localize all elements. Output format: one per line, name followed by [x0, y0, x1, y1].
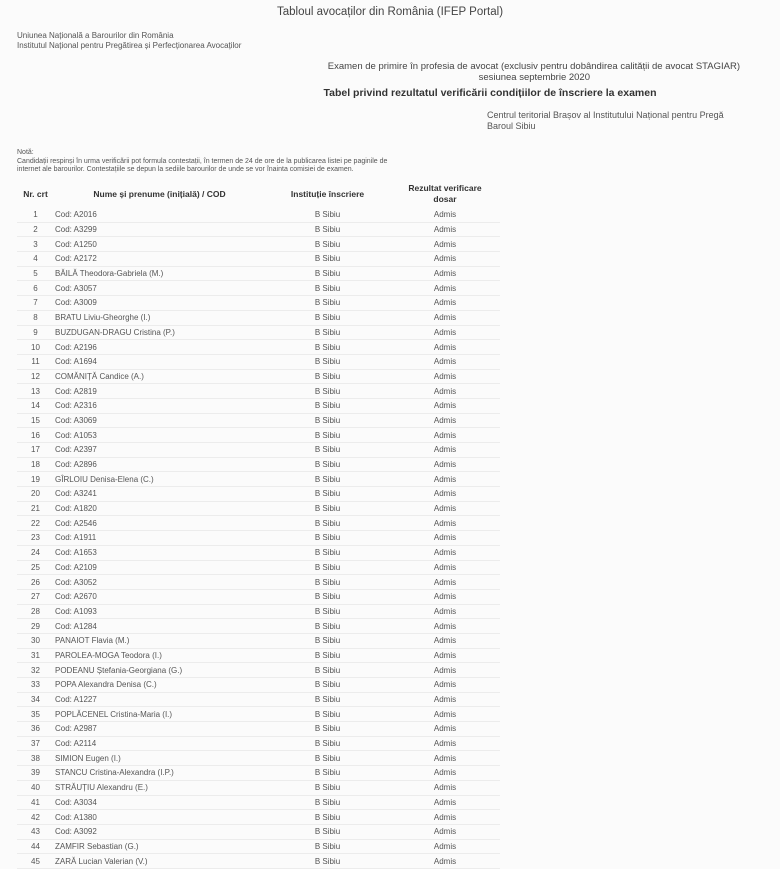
- cell-name: POPLĂCENEL Cristina-Maria (I.): [54, 707, 265, 722]
- table-row: [17, 854, 500, 869]
- cell-nr: 25: [17, 560, 54, 575]
- table-row: [17, 604, 500, 619]
- table-row: [17, 325, 500, 340]
- cell-nr: 20: [17, 487, 54, 502]
- table-row: [17, 722, 500, 737]
- table-row: [17, 531, 500, 546]
- cell-result: Admis: [390, 398, 500, 413]
- table-row: [17, 751, 500, 766]
- cell-result: Admis: [390, 325, 500, 340]
- table-row: [17, 501, 500, 516]
- table-row: [17, 589, 500, 604]
- cell-institution: B Sibiu: [265, 281, 390, 296]
- cell-nr: 36: [17, 722, 54, 737]
- cell-institution: B Sibiu: [265, 472, 390, 487]
- cell-result: Admis: [390, 208, 500, 222]
- cell-name: Cod: A1653: [54, 545, 265, 560]
- cell-nr: 3: [17, 237, 54, 252]
- table-row: [17, 575, 500, 590]
- cell-nr: 42: [17, 810, 54, 825]
- cell-institution: B Sibiu: [265, 839, 390, 854]
- cell-nr: 21: [17, 501, 54, 516]
- cell-institution: B Sibiu: [265, 457, 390, 472]
- table-row: [17, 296, 500, 311]
- cell-institution: B Sibiu: [265, 678, 390, 693]
- cell-institution: B Sibiu: [265, 575, 390, 590]
- cell-name: BRATU Liviu-Gheorghe (I.): [54, 310, 265, 325]
- cell-institution: B Sibiu: [265, 810, 390, 825]
- table-row: [17, 619, 500, 634]
- cell-name: Cod: A3241: [54, 487, 265, 502]
- exam-info: [230, 61, 740, 83]
- cell-nr: 31: [17, 648, 54, 663]
- cell-result: Admis: [390, 780, 500, 795]
- cell-result: Admis: [390, 854, 500, 869]
- cell-result: Admis: [390, 736, 500, 751]
- organization-line-1: Uniunea Națională a Barourilor din România: [17, 31, 174, 40]
- table-row: [17, 824, 500, 839]
- cell-result: Admis: [390, 619, 500, 634]
- cell-nr: 30: [17, 633, 54, 648]
- cell-name: Cod: A2987: [54, 722, 265, 737]
- note-line-2: internet ale barourilor. Contestațiile se depun la sediile barourilor de unde se vor înainta comisiei de examen.: [17, 166, 354, 174]
- cell-result: Admis: [390, 310, 500, 325]
- organization-line-2: Institutul Național pentru Pregătirea și Perfecționarea Avocaților: [17, 41, 242, 50]
- cell-nr: 11: [17, 354, 54, 369]
- cell-name: Cod: A3057: [54, 281, 265, 296]
- cell-result: Admis: [390, 457, 500, 472]
- table-row: [17, 795, 500, 810]
- cell-nr: 33: [17, 678, 54, 693]
- cell-nr: 39: [17, 766, 54, 781]
- cell-nr: 41: [17, 795, 54, 810]
- table-row: [17, 369, 500, 384]
- cell-nr: 19: [17, 472, 54, 487]
- cell-result: Admis: [390, 560, 500, 575]
- cell-result: Admis: [390, 516, 500, 531]
- cell-result: Admis: [390, 413, 500, 428]
- note-block: [17, 149, 387, 175]
- cell-institution: B Sibiu: [265, 222, 390, 237]
- exam-line-1: Examen de primire în profesia de avocat (exclusiv pentru dobândirea calității de avocat STAGIAR): [327, 61, 740, 72]
- table-row: [17, 516, 500, 531]
- cell-institution: B Sibiu: [265, 633, 390, 648]
- cell-nr: 44: [17, 839, 54, 854]
- cell-name: Cod: A3069: [54, 413, 265, 428]
- cell-name: ZARĂ Lucian Valerian (V.): [54, 854, 265, 869]
- cell-result: Admis: [390, 707, 500, 722]
- cell-result: Admis: [390, 384, 500, 399]
- cell-result: Admis: [390, 604, 500, 619]
- cell-nr: 40: [17, 780, 54, 795]
- cell-institution: B Sibiu: [265, 428, 390, 443]
- table-row: [17, 472, 500, 487]
- table-row: [17, 810, 500, 825]
- table-row: [17, 780, 500, 795]
- cell-name: Cod: A1694: [54, 354, 265, 369]
- cell-result: Admis: [390, 824, 500, 839]
- cell-result: Admis: [390, 810, 500, 825]
- table-row: [17, 839, 500, 854]
- cell-nr: 8: [17, 310, 54, 325]
- cell-institution: B Sibiu: [265, 237, 390, 252]
- cell-name: Cod: A2114: [54, 736, 265, 751]
- cell-nr: 43: [17, 824, 54, 839]
- cell-nr: 13: [17, 384, 54, 399]
- exam-session: sesiunea septembrie 2020: [478, 72, 590, 83]
- cell-name: PANAIOT Flavia (M.): [54, 633, 265, 648]
- cell-institution: B Sibiu: [265, 751, 390, 766]
- cell-institution: B Sibiu: [265, 384, 390, 399]
- table-row: [17, 208, 500, 222]
- territorial-center: [487, 110, 724, 132]
- cell-nr: 9: [17, 325, 54, 340]
- table-row: [17, 222, 500, 237]
- cell-result: Admis: [390, 589, 500, 604]
- cell-nr: 22: [17, 516, 54, 531]
- cell-result: Admis: [390, 663, 500, 678]
- cell-name: PAROLEA-MOGA Teodora (I.): [54, 648, 265, 663]
- cell-name: Cod: A2397: [54, 443, 265, 458]
- cell-name: BĂILĂ Theodora-Gabriela (M.): [54, 266, 265, 281]
- cell-name: Cod: A2896: [54, 457, 265, 472]
- cell-nr: 18: [17, 457, 54, 472]
- header-name: Nume și prenume (inițială) / COD: [93, 189, 226, 199]
- cell-result: Admis: [390, 487, 500, 502]
- table-row: [17, 692, 500, 707]
- note-line-1: Candidații respinși în urma verificării pot formula contestații, în termen de 24 de ore de la publicarea listei pe paginile de: [17, 157, 388, 165]
- cell-institution: B Sibiu: [265, 369, 390, 384]
- table-row: [17, 443, 500, 458]
- cell-name: BUZDUGAN-DRAGU Cristina (P.): [54, 325, 265, 340]
- cell-institution: B Sibiu: [265, 531, 390, 546]
- cell-result: Admis: [390, 531, 500, 546]
- cell-institution: B Sibiu: [265, 398, 390, 413]
- table-row: [17, 678, 500, 693]
- cell-nr: 38: [17, 751, 54, 766]
- cell-name: Cod: A2546: [54, 516, 265, 531]
- cell-institution: B Sibiu: [265, 854, 390, 869]
- cell-result: Admis: [390, 369, 500, 384]
- cell-result: Admis: [390, 751, 500, 766]
- table-row: [17, 252, 500, 267]
- cell-result: Admis: [390, 633, 500, 648]
- cell-name: Cod: A3092: [54, 824, 265, 839]
- cell-institution: B Sibiu: [265, 824, 390, 839]
- table-row: [17, 398, 500, 413]
- table-row: [17, 266, 500, 281]
- cell-nr: 1: [17, 208, 54, 222]
- table-row: [17, 281, 500, 296]
- cell-institution: B Sibiu: [265, 545, 390, 560]
- cell-result: Admis: [390, 722, 500, 737]
- cell-institution: B Sibiu: [265, 252, 390, 267]
- cell-name: Cod: A1380: [54, 810, 265, 825]
- table-body: [17, 208, 500, 868]
- cell-nr: 6: [17, 281, 54, 296]
- cell-name: Cod: A1053: [54, 428, 265, 443]
- cell-institution: B Sibiu: [265, 208, 390, 222]
- header-result-line-1: Rezultat verificare: [408, 183, 482, 193]
- cell-institution: B Sibiu: [265, 736, 390, 751]
- table-row: [17, 413, 500, 428]
- cell-institution: B Sibiu: [265, 516, 390, 531]
- cell-nr: 5: [17, 266, 54, 281]
- cell-institution: B Sibiu: [265, 325, 390, 340]
- cell-institution: B Sibiu: [265, 707, 390, 722]
- cell-name: Cod: A1093: [54, 604, 265, 619]
- cell-name: COMĂNIȚĂ Candice (A.): [54, 369, 265, 384]
- table-row: [17, 560, 500, 575]
- cell-result: Admis: [390, 678, 500, 693]
- cell-institution: B Sibiu: [265, 589, 390, 604]
- cell-nr: 15: [17, 413, 54, 428]
- cell-nr: 12: [17, 369, 54, 384]
- cell-nr: 45: [17, 854, 54, 869]
- cell-result: Admis: [390, 443, 500, 458]
- cell-nr: 17: [17, 443, 54, 458]
- cell-institution: B Sibiu: [265, 795, 390, 810]
- table-row: [17, 384, 500, 399]
- cell-institution: B Sibiu: [265, 766, 390, 781]
- cell-result: Admis: [390, 266, 500, 281]
- note-label: Notă:: [17, 149, 34, 156]
- cell-institution: B Sibiu: [265, 340, 390, 355]
- cell-name: Cod: A2316: [54, 398, 265, 413]
- cell-name: SIMION Eugen (I.): [54, 751, 265, 766]
- center-line-1: Centrul teritorial Brașov al Institutului Național pentru Pregă: [487, 110, 724, 120]
- cell-name: ZAMFIR Sebastian (G.): [54, 839, 265, 854]
- cell-institution: B Sibiu: [265, 487, 390, 502]
- cell-institution: B Sibiu: [265, 354, 390, 369]
- cell-nr: 35: [17, 707, 54, 722]
- cell-nr: 28: [17, 604, 54, 619]
- header-result-line-2: dosar: [433, 194, 457, 204]
- cell-name: PODEANU Ștefania-Georgiana (G.): [54, 663, 265, 678]
- cell-result: Admis: [390, 472, 500, 487]
- cell-name: POPA Alexandra Denisa (C.): [54, 678, 265, 693]
- cell-name: Cod: A2016: [54, 208, 265, 222]
- cell-institution: B Sibiu: [265, 604, 390, 619]
- cell-result: Admis: [390, 795, 500, 810]
- cell-institution: B Sibiu: [265, 296, 390, 311]
- cell-result: Admis: [390, 501, 500, 516]
- cell-institution: B Sibiu: [265, 780, 390, 795]
- cell-name: STANCU Cristina-Alexandra (I.P.): [54, 766, 265, 781]
- cell-result: Admis: [390, 237, 500, 252]
- cell-name: Cod: A1820: [54, 501, 265, 516]
- cell-name: GÎRLOIU Denisa-Elena (C.): [54, 472, 265, 487]
- cell-result: Admis: [390, 575, 500, 590]
- cell-name: Cod: A2819: [54, 384, 265, 399]
- cell-institution: B Sibiu: [265, 663, 390, 678]
- table-row: [17, 428, 500, 443]
- table-header: [17, 180, 500, 208]
- cell-nr: 34: [17, 692, 54, 707]
- cell-nr: 2: [17, 222, 54, 237]
- cell-nr: 14: [17, 398, 54, 413]
- cell-name: Cod: A2172: [54, 252, 265, 267]
- cell-institution: B Sibiu: [265, 501, 390, 516]
- cell-institution: B Sibiu: [265, 692, 390, 707]
- cell-result: Admis: [390, 252, 500, 267]
- table-row: [17, 766, 500, 781]
- table-row: [17, 310, 500, 325]
- table-row: [17, 545, 500, 560]
- table-row: [17, 648, 500, 663]
- cell-nr: 16: [17, 428, 54, 443]
- table-row: [17, 633, 500, 648]
- header-result: [390, 180, 500, 208]
- table-header-row: [17, 180, 500, 208]
- table-row: [17, 340, 500, 355]
- cell-institution: B Sibiu: [265, 722, 390, 737]
- cell-name: Cod: A3009: [54, 296, 265, 311]
- table-row: [17, 736, 500, 751]
- cell-nr: 37: [17, 736, 54, 751]
- cell-result: Admis: [390, 222, 500, 237]
- cell-name: Cod: A1284: [54, 619, 265, 634]
- cell-nr: 7: [17, 296, 54, 311]
- cell-result: Admis: [390, 281, 500, 296]
- cell-nr: 32: [17, 663, 54, 678]
- cell-name: Cod: A3052: [54, 575, 265, 590]
- page-title: Tabloul avocaților din România (IFEP Portal): [276, 6, 504, 18]
- cell-institution: B Sibiu: [265, 266, 390, 281]
- cell-nr: 4: [17, 252, 54, 267]
- cell-result: Admis: [390, 354, 500, 369]
- table-row: [17, 663, 500, 678]
- cell-institution: B Sibiu: [265, 413, 390, 428]
- cell-nr: 10: [17, 340, 54, 355]
- cell-name: Cod: A2196: [54, 340, 265, 355]
- cell-name: Cod: A1911: [54, 531, 265, 546]
- cell-name: Cod: A3034: [54, 795, 265, 810]
- table-row: [17, 237, 500, 252]
- cell-result: Admis: [390, 296, 500, 311]
- header-institution: Instituție înscriere: [290, 189, 365, 199]
- cell-name: Cod: A1250: [54, 237, 265, 252]
- table-row: [17, 707, 500, 722]
- cell-name: Cod: A2109: [54, 560, 265, 575]
- cell-nr: 27: [17, 589, 54, 604]
- cell-name: STRĂUȚIU Alexandru (E.): [54, 780, 265, 795]
- cell-result: Admis: [390, 839, 500, 854]
- center-line-2: Baroul Sibiu: [487, 121, 536, 131]
- cell-institution: B Sibiu: [265, 443, 390, 458]
- cell-nr: 29: [17, 619, 54, 634]
- cell-institution: B Sibiu: [265, 648, 390, 663]
- cell-name: Cod: A1227: [54, 692, 265, 707]
- cell-result: Admis: [390, 692, 500, 707]
- cell-institution: B Sibiu: [265, 560, 390, 575]
- cell-result: Admis: [390, 648, 500, 663]
- cell-nr: 26: [17, 575, 54, 590]
- table-row: [17, 457, 500, 472]
- cell-nr: 23: [17, 531, 54, 546]
- cell-result: Admis: [390, 340, 500, 355]
- results-table: [17, 180, 500, 869]
- table-row: [17, 487, 500, 502]
- cell-result: Admis: [390, 545, 500, 560]
- cell-name: Cod: A2670: [54, 589, 265, 604]
- document-heading: Tabel privind rezultatul verificării condițiilor de înscriere la examen: [323, 87, 657, 99]
- cell-institution: B Sibiu: [265, 310, 390, 325]
- cell-result: Admis: [390, 428, 500, 443]
- table-row: [17, 354, 500, 369]
- cell-result: Admis: [390, 766, 500, 781]
- header-nr: Nr. crt: [23, 189, 48, 199]
- cell-name: Cod: A3299: [54, 222, 265, 237]
- cell-institution: B Sibiu: [265, 619, 390, 634]
- cell-nr: 24: [17, 545, 54, 560]
